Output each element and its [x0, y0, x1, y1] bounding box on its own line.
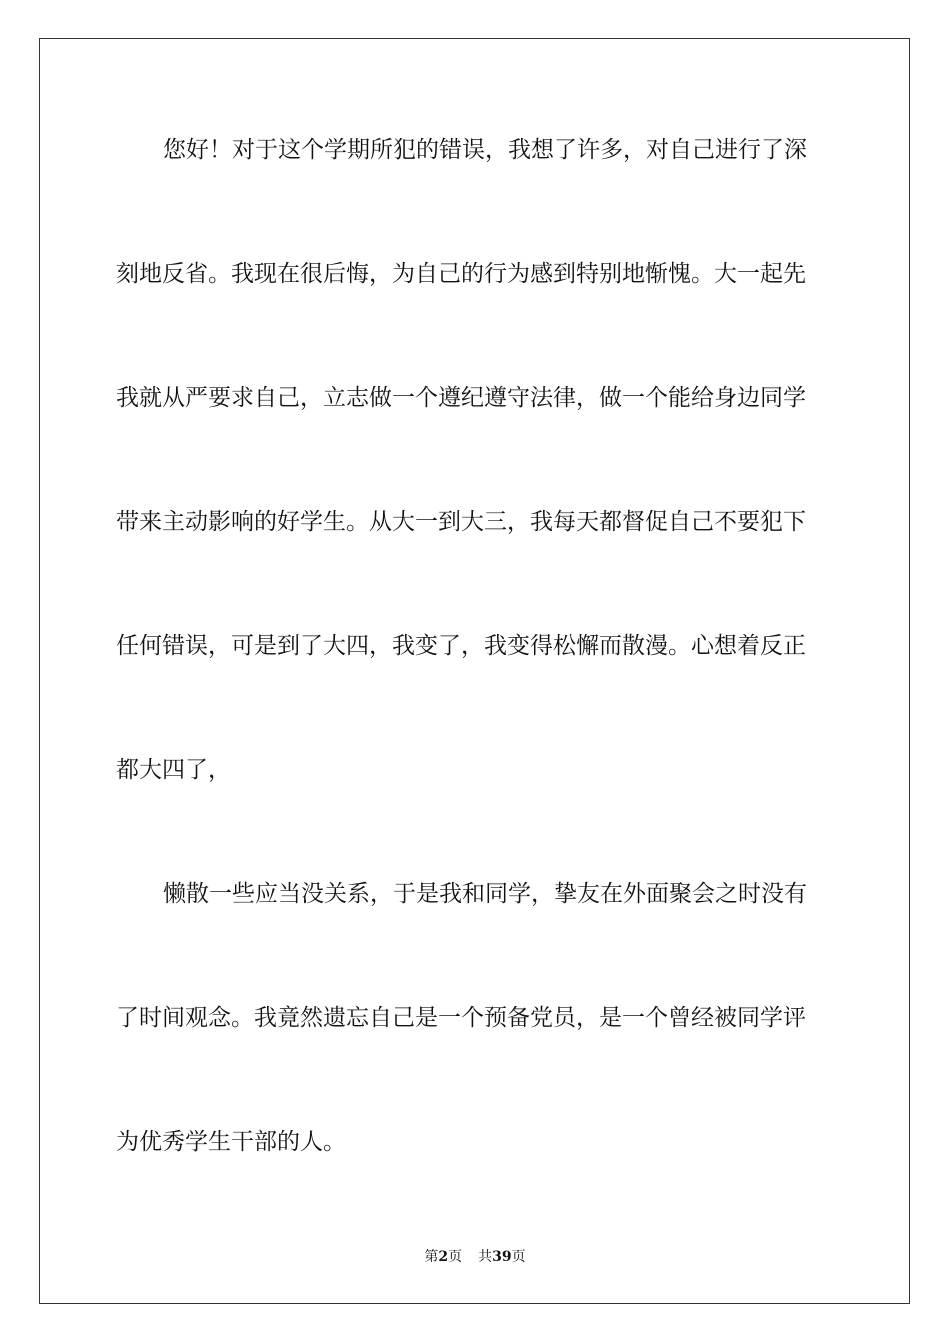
paragraph-line-3: 我就从严要求自己，立志做一个遵纪遵守法律，做一个能给身边同学 [116, 385, 806, 411]
paragraph-line-4: 带来主动影响的好学生。从大一到大三，我每天都督促自己不要犯下 [116, 509, 806, 535]
paragraph-line-5: 任何错误，可是到了大四，我变了，我变得松懈而散漫。心想着反正 [116, 633, 806, 659]
paragraph-line-2: 刻地反省。我现在很后悔，为自己的行为感到特别地惭愧。大一起先 [116, 261, 806, 287]
paragraph-line-1: 您好！对于这个学期所犯的错误，我想了许多，对自己进行了深 [163, 137, 807, 163]
page-number: 2 [438, 1249, 449, 1265]
total-prefix: 共 [478, 1249, 493, 1265]
total-suffix: 页 [511, 1249, 526, 1265]
paragraph-line-9: 为优秀学生干部的人。 [116, 1129, 346, 1155]
paragraph-line-8: 了时间观念。我竟然遗忘自己是一个预备党员，是一个曾经被同学评 [116, 1005, 806, 1031]
paragraph-line-7: 懒散一些应当没关系，于是我和同学，挚友在外面聚会之时没有 [163, 881, 807, 907]
total-pages: 39 [492, 1249, 512, 1265]
page-footer [0, 1246, 950, 1266]
paragraph-line-6: 都大四了， [116, 757, 231, 783]
page-border [39, 38, 910, 1304]
page-suffix: 页 [448, 1249, 463, 1265]
page-prefix: 第 [424, 1249, 439, 1265]
